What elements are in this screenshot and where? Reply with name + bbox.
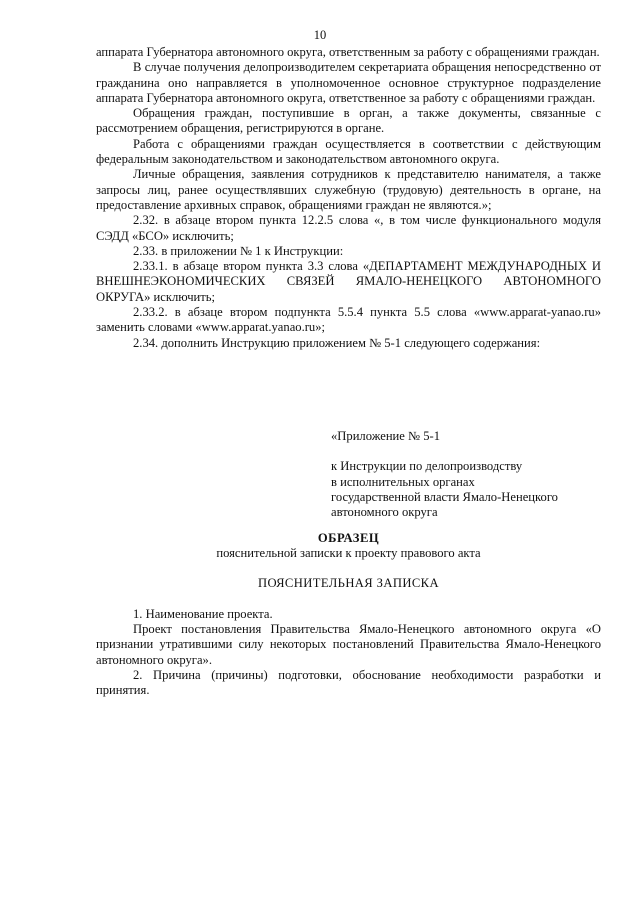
sample-paragraph: Проект постановления Правительства Ямало-Ненецкого автономного округа «О признании утратившими силу некоторых постановлений Правительства Ямало-Ненецкого автономного округа». [96, 622, 601, 667]
appendix-line: автономного округа [331, 505, 438, 520]
paragraph: В случае получения делопроизводителем секретариата обращения непосредственно от гражданина оно направляется в уполномоченное основное структурное подразделение аппарата Губернатора автономного округа, ответственное за работу с обращениями граждан. [96, 60, 601, 105]
appendix-line: в исполнительных органах [331, 474, 475, 489]
sample-title: ОБРАЗЕЦ [317, 531, 380, 545]
appendix-line: государственной власти Ямало-Ненецкого [331, 489, 558, 504]
paragraph: аппарата Губернатора автономного округа, ответственным за работу с обращениями граждан. [96, 45, 600, 59]
appendix-heading: «Приложение № 5-1 [331, 429, 440, 443]
sample-paragraph: 2. Причина (причины) подготовки, обоснование необходимости разработки и принятия. [96, 668, 601, 698]
document-body [96, 45, 601, 351]
paragraph: Обращения граждан, поступившие в орган, а также документы, связанные с рассмотрением обращения, регистрируются в органе. [96, 106, 601, 136]
explanatory-note-title: ПОЯСНИТЕЛЬНАЯ ЗАПИСКА [258, 575, 439, 590]
paragraph: 2.32. в абзаце втором пункта 12.2.5 слова «, в том числе функционального модуля СЭДД «БСО» исключить; [96, 213, 601, 243]
paragraph: 2.34. дополнить Инструкцию приложением № 5-1 следующего содержания: [133, 335, 541, 350]
appendix-line: к Инструкции по делопроизводству [331, 459, 523, 474]
appendix-block [331, 429, 611, 520]
paragraph: 2.33.1. в абзаце втором пункта 3.3 слова «ДЕПАРТАМЕНТ МЕЖДУНАРОДНЫХ И ВНЕШНЕЭКОНОМИЧЕСКИХ СВЯЗЕЙ ЯМАЛО-НЕНЕЦКОГО АВТОНОМНОГО ОКРУГА» исключить; [96, 259, 601, 304]
sample-block [96, 531, 601, 699]
paragraph: 2.33. в приложении № 1 к Инструкции: [133, 243, 344, 258]
paragraph: 2.33.2. в абзаце втором подпункта 5.5.4 пункта 5.5 слова «www.apparat-yanao.ru» заменить словами «www.apparat.yanao.ru»; [96, 305, 601, 335]
sample-subtitle: пояснительной записки к проекту правового акта [216, 546, 481, 561]
paragraph: Личные обращения, заявления сотрудников к представителю нанимателя, а также запросы лиц, ранее осуществлявших служебную (трудовую) деятельность в органе, на предоставление архивных справок, обращениями граждан не являются.»; [96, 167, 601, 212]
paragraph: Работа с обращениями граждан осуществляется в соответствии с действующим федеральным законодательством и законодательством автономного округа. [96, 136, 601, 167]
page-number: 10 [313, 28, 327, 42]
sample-paragraph: 1. Наименование проекта. [133, 606, 273, 621]
